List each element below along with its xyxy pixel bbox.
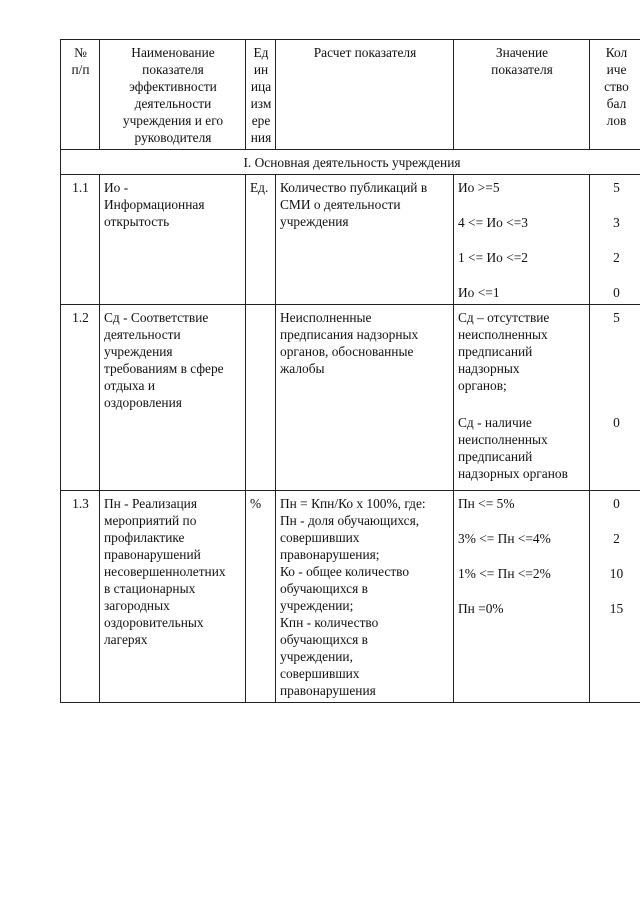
header-calc: Расчет показателя [276, 40, 454, 150]
indicators-table [60, 39, 640, 703]
header-unit: Ед ин ица изм ере ния [246, 40, 276, 150]
value-line: 1% <= Пн <=2% [458, 566, 551, 581]
header-row [61, 40, 640, 150]
table-row [61, 175, 640, 305]
section-row [61, 150, 640, 175]
row-number: 1.3 [61, 491, 100, 703]
unit-cell: Ед. [246, 175, 276, 305]
unit-cell: % [246, 491, 276, 703]
score-cell [590, 305, 640, 491]
value-line: Ио <=1 [458, 285, 500, 300]
score-value: 0 [613, 496, 620, 511]
indicator-name: Пн - Реализация мероприятий по профилактике правонарушений несовершеннолетних в стационарных загородных оздоровительных лагерях [100, 491, 246, 703]
table-row [61, 305, 640, 491]
table-row [61, 491, 640, 703]
unit-cell [246, 305, 276, 491]
score-value: 5 [613, 310, 620, 325]
score-value: 5 [613, 180, 620, 195]
value-line: Сд - наличие неисполненных предписаний надзорных органов [458, 415, 568, 481]
score-value: 15 [609, 601, 624, 616]
score-value: 0 [613, 285, 620, 300]
value-cell [454, 175, 590, 305]
header-score: Кол иче ство бал лов [590, 40, 640, 150]
value-line: 4 <= Ио <=3 [458, 215, 529, 230]
calc-cell: Пн = Кпн/Ко х 100%, где: Пн - доля обучающихся, совершивших правонарушения; Ко - общее количество обучающихся в учреждении; Кпн - количество обучающихся в учреждении, совершивших правонарушения [276, 491, 454, 703]
indicator-name: Ио - Информационная открытость [100, 175, 246, 305]
score-value: 2 [613, 250, 620, 265]
value-cell [454, 305, 590, 491]
score-value: 10 [609, 566, 624, 581]
header-num: № п/п [61, 40, 100, 150]
row-number: 1.1 [61, 175, 100, 305]
indicator-name: Сд - Соответствие деятельности учреждения требованиям в сфере отдыха и оздоровления [100, 305, 246, 491]
score-cell [590, 491, 640, 703]
score-value: 2 [613, 531, 620, 546]
value-line: 3% <= Пн <=4% [458, 531, 551, 546]
header-name: Наименование показателя эффективности деятельности учреждения и его руководителя [100, 40, 246, 150]
value-line: 1 <= Ио <=2 [458, 250, 529, 265]
value-line: Пн =0% [458, 601, 504, 616]
score-cell [590, 175, 640, 305]
value-line: Сд – отсутствие неисполненных предписаний надзорных органов; [458, 310, 550, 393]
row-number: 1.2 [61, 305, 100, 491]
calc-cell: Количество публикаций в СМИ о деятельности учреждения [276, 175, 454, 305]
calc-cell: Неисполненные предписания надзорных органов, обоснованные жалобы [276, 305, 454, 491]
score-value: 0 [613, 415, 620, 430]
header-value: Значение показателя [454, 40, 590, 150]
value-line: Пн <= 5% [458, 496, 515, 511]
score-value: 3 [613, 215, 620, 230]
section-title: I. Основная деятельность учреждения [61, 150, 640, 175]
value-cell [454, 491, 590, 703]
value-line: Ио >=5 [458, 180, 500, 195]
